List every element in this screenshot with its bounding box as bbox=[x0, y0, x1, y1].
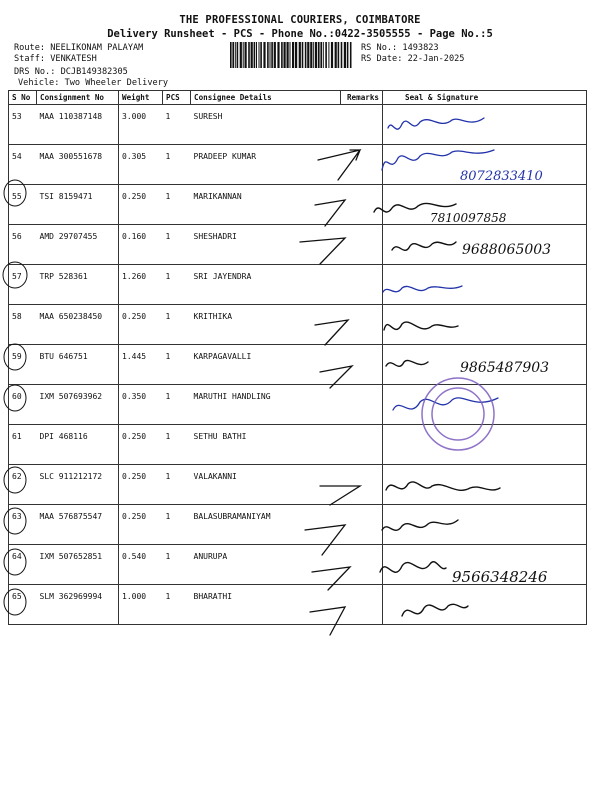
row-consignee: KARPAGAVALLI bbox=[191, 345, 341, 385]
row-sno: 64 bbox=[9, 545, 37, 585]
handwritten-phone: 9865487903 bbox=[460, 360, 550, 376]
col-header-pcs: PCS bbox=[163, 91, 191, 105]
barcode-bar bbox=[259, 42, 260, 68]
barcode-bar bbox=[281, 42, 283, 68]
row-sno: 63 bbox=[9, 505, 37, 545]
row-consignment-number: MAA 576875547 bbox=[37, 505, 119, 545]
col-header-weight: Weight bbox=[119, 91, 163, 105]
col-header-sno: S No bbox=[9, 91, 37, 105]
row-seal-signature bbox=[383, 385, 587, 425]
barcode-bar bbox=[251, 42, 253, 68]
table-row bbox=[9, 345, 587, 385]
row-weight: 0.160 bbox=[119, 225, 163, 265]
table-row bbox=[9, 265, 587, 305]
row-weight: 0.250 bbox=[119, 505, 163, 545]
barcode-bar bbox=[318, 42, 320, 68]
barcode-bar bbox=[256, 42, 257, 68]
row-sno: 53 bbox=[9, 105, 37, 145]
barcode-bar bbox=[270, 42, 271, 68]
row-consignee: KRITHIKA bbox=[191, 305, 341, 345]
row-consignee: SRI JAYENDRA bbox=[191, 265, 341, 305]
table-row bbox=[9, 545, 587, 585]
row-consignment-number: IXM 507652851 bbox=[37, 545, 119, 585]
row-consignment-number: MAA 650238450 bbox=[37, 305, 119, 345]
row-sno: 65 bbox=[9, 585, 37, 625]
barcode-bar bbox=[307, 42, 309, 68]
row-weight: 0.540 bbox=[119, 545, 163, 585]
row-pcs: 1 bbox=[163, 305, 191, 345]
row-seal-signature bbox=[383, 145, 587, 185]
row-seal-signature bbox=[383, 345, 587, 385]
row-consignee: VALAKANNI bbox=[191, 465, 341, 505]
row-consignee: SHESHADRI bbox=[191, 225, 341, 265]
barcode-bar bbox=[341, 42, 343, 68]
row-remarks bbox=[341, 145, 383, 185]
table-row bbox=[9, 225, 587, 265]
row-consignee: MARIKANNAN bbox=[191, 185, 341, 225]
row-pcs: 1 bbox=[163, 345, 191, 385]
row-consignee: ANURUPA bbox=[191, 545, 341, 585]
barcode-bar bbox=[315, 42, 317, 68]
row-remarks bbox=[341, 385, 383, 425]
row-sno: 61 bbox=[9, 425, 37, 465]
barcode-bar bbox=[290, 42, 291, 68]
barcode-icon bbox=[230, 42, 354, 68]
barcode-bar bbox=[313, 42, 314, 68]
row-remarks bbox=[341, 465, 383, 505]
row-consignment-number: TSI 8159471 bbox=[37, 185, 119, 225]
row-sno: 58 bbox=[9, 305, 37, 345]
handwritten-phone: 7810097858 bbox=[430, 211, 507, 225]
barcode-bar bbox=[243, 42, 244, 68]
rs-date: RS Date: 22-Jan-2025 bbox=[361, 54, 465, 64]
barcode-bar bbox=[260, 42, 262, 68]
barcode-bar bbox=[248, 42, 250, 68]
route-label: Route: NEELIKONAM PALAYAM bbox=[14, 43, 144, 53]
row-weight: 1.000 bbox=[119, 585, 163, 625]
barcode-bar bbox=[237, 42, 239, 68]
row-consignment-number: IXM 507693962 bbox=[37, 385, 119, 425]
row-weight: 1.445 bbox=[119, 345, 163, 385]
barcode-bar bbox=[277, 42, 279, 68]
barcode-bar bbox=[254, 42, 256, 68]
barcode-bar bbox=[328, 42, 329, 68]
barcode-bar bbox=[310, 42, 312, 68]
rs-number: RS No.: 1493823 bbox=[361, 43, 439, 53]
row-pcs: 1 bbox=[163, 545, 191, 585]
row-weight: 0.250 bbox=[119, 425, 163, 465]
barcode-bar bbox=[344, 42, 346, 68]
row-weight: 1.260 bbox=[119, 265, 163, 305]
row-seal-signature bbox=[383, 305, 587, 345]
barcode-bar bbox=[240, 42, 242, 68]
row-pcs: 1 bbox=[163, 145, 191, 185]
row-sno: 56 bbox=[9, 225, 37, 265]
row-consignment-number: TRP 528361 bbox=[37, 265, 119, 305]
row-sno: 60 bbox=[9, 385, 37, 425]
row-remarks bbox=[341, 305, 383, 345]
barcode-bar bbox=[320, 42, 322, 68]
page-title: THE PROFESSIONAL COURIERS, COIMBATORE bbox=[179, 14, 421, 26]
vehicle-label: Vehicle: Two Wheeler Delivery bbox=[18, 78, 169, 88]
row-seal-signature bbox=[383, 185, 587, 225]
barcode-bar bbox=[302, 42, 304, 68]
barcode-bar bbox=[323, 42, 324, 68]
table-row bbox=[9, 585, 587, 625]
drs-label: DRS No.: DCJB149382305 bbox=[14, 67, 128, 77]
row-weight: 0.305 bbox=[119, 145, 163, 185]
barcode-bar bbox=[230, 42, 232, 68]
row-sno: 55 bbox=[9, 185, 37, 225]
row-consignee: SETHU BATHI bbox=[191, 425, 341, 465]
row-remarks bbox=[341, 345, 383, 385]
row-seal-signature bbox=[383, 425, 587, 465]
row-consignee: BALASUBRAMANIYAM bbox=[191, 505, 341, 545]
row-pcs: 1 bbox=[163, 425, 191, 465]
table-row bbox=[9, 385, 587, 425]
row-pcs: 1 bbox=[163, 225, 191, 265]
row-remarks bbox=[341, 425, 383, 465]
row-consignment-number: BTU 646751 bbox=[37, 345, 119, 385]
handwritten-phone: 9566348246 bbox=[452, 568, 548, 586]
barcode-bar bbox=[325, 42, 327, 68]
page-subtitle: Delivery Runsheet - PCS - Phone No.:0422-3505555 - Page No.:5 bbox=[107, 28, 493, 40]
row-weight: 3.000 bbox=[119, 105, 163, 145]
row-remarks bbox=[341, 505, 383, 545]
row-weight: 0.250 bbox=[119, 185, 163, 225]
barcode-bar bbox=[263, 42, 265, 68]
col-header-consignment: Consignment No bbox=[37, 91, 119, 105]
row-consignment-number: SLM 362969994 bbox=[37, 585, 119, 625]
table-row bbox=[9, 145, 587, 185]
table-row bbox=[9, 105, 587, 145]
runsheet-table bbox=[8, 90, 587, 625]
row-pcs: 1 bbox=[163, 105, 191, 145]
barcode-bar bbox=[287, 42, 289, 68]
row-consignee: SURESH bbox=[191, 105, 341, 145]
barcode-bar bbox=[295, 42, 297, 68]
row-consignment-number: AMD 29707455 bbox=[37, 225, 119, 265]
row-seal-signature bbox=[383, 545, 587, 585]
staff-label: Staff: VENKATESH bbox=[14, 54, 97, 64]
row-sno: 57 bbox=[9, 265, 37, 305]
table-row bbox=[9, 185, 587, 225]
table-header-row bbox=[9, 91, 587, 105]
row-sno: 54 bbox=[9, 145, 37, 185]
row-seal-signature bbox=[383, 585, 587, 625]
row-seal-signature bbox=[383, 105, 587, 145]
barcode-bar bbox=[347, 42, 349, 68]
row-seal-signature bbox=[383, 505, 587, 545]
handwritten-phone: 8072833410 bbox=[460, 169, 543, 184]
row-weight: 0.250 bbox=[119, 465, 163, 505]
row-seal-signature bbox=[383, 265, 587, 305]
row-sno: 62 bbox=[9, 465, 37, 505]
row-consignee: BHARATHI bbox=[191, 585, 341, 625]
barcode-bar bbox=[271, 42, 273, 68]
barcode-bar bbox=[245, 42, 247, 68]
barcode-bar bbox=[350, 42, 352, 68]
row-pcs: 1 bbox=[163, 385, 191, 425]
row-remarks bbox=[341, 185, 383, 225]
row-consignment-number: DPI 468116 bbox=[37, 425, 119, 465]
row-consignee: PRADEEP KUMAR bbox=[191, 145, 341, 185]
table-row bbox=[9, 505, 587, 545]
barcode-bar bbox=[305, 42, 307, 68]
row-pcs: 1 bbox=[163, 185, 191, 225]
barcode-bar bbox=[232, 42, 234, 68]
row-seal-signature bbox=[383, 465, 587, 505]
barcode-bar bbox=[284, 42, 286, 68]
row-weight: 0.250 bbox=[119, 305, 163, 345]
row-remarks bbox=[341, 545, 383, 585]
row-sno: 59 bbox=[9, 345, 37, 385]
barcode-bar bbox=[235, 42, 236, 68]
row-pcs: 1 bbox=[163, 465, 191, 505]
col-header-seal-signature: Seal & Signature bbox=[383, 91, 587, 105]
barcode-bar bbox=[331, 42, 333, 68]
handwritten-phone: 9688065003 bbox=[462, 242, 552, 258]
barcode-bar bbox=[338, 42, 340, 68]
row-remarks bbox=[341, 585, 383, 625]
row-pcs: 1 bbox=[163, 585, 191, 625]
barcode-bar bbox=[267, 42, 269, 68]
row-pcs: 1 bbox=[163, 265, 191, 305]
table-row bbox=[9, 305, 587, 345]
table-row bbox=[9, 465, 587, 505]
table-row bbox=[9, 425, 587, 465]
row-remarks bbox=[341, 225, 383, 265]
barcode-bar bbox=[335, 42, 337, 68]
row-seal-signature bbox=[383, 225, 587, 265]
barcode-bar bbox=[292, 42, 294, 68]
row-remarks bbox=[341, 265, 383, 305]
barcode-bar bbox=[299, 42, 301, 68]
col-header-consignee: Consignee Details bbox=[191, 91, 341, 105]
row-consignment-number: MAA 300551678 bbox=[37, 145, 119, 185]
row-weight: 0.350 bbox=[119, 385, 163, 425]
row-consignee: MARUTHI HANDLING bbox=[191, 385, 341, 425]
barcode-bar bbox=[274, 42, 276, 68]
row-pcs: 1 bbox=[163, 505, 191, 545]
col-header-remarks: Remarks bbox=[341, 91, 383, 105]
row-consignment-number: MAA 110387148 bbox=[37, 105, 119, 145]
row-consignment-number: SLC 911212172 bbox=[37, 465, 119, 505]
row-remarks bbox=[341, 105, 383, 145]
